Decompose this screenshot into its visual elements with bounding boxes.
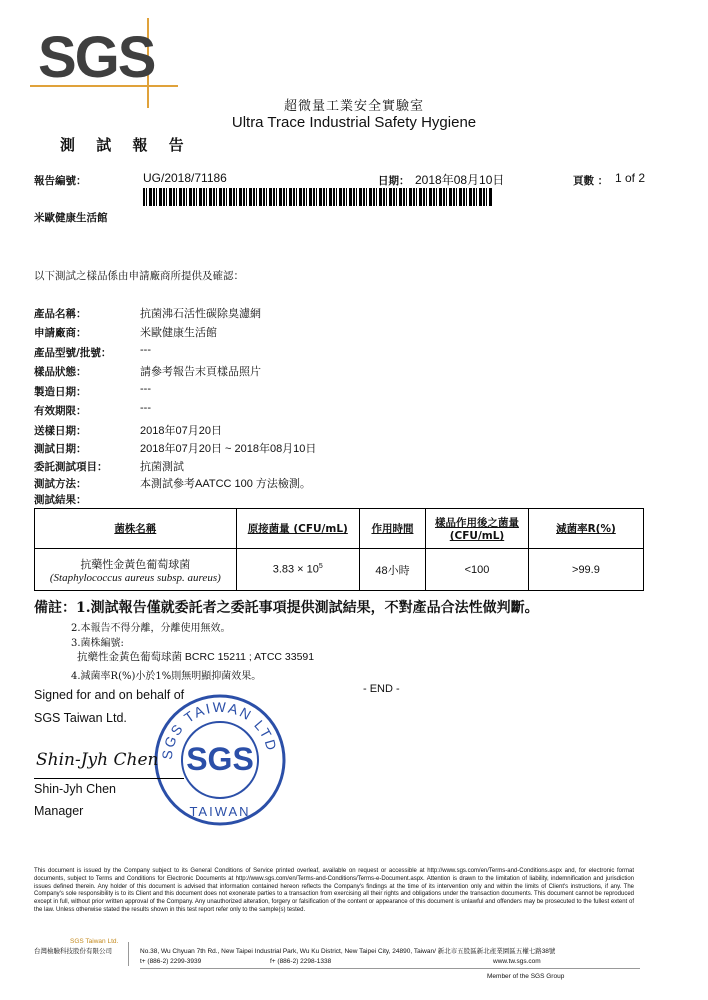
note-1: 備註：1.測試報告僅就委託者之委託事項提供測試結果，不對產品合法性做判斷。 [34, 600, 539, 616]
barcode [143, 188, 493, 206]
signer-name: Shin-Jyh Chen [34, 782, 116, 796]
field-value: 本測試參考AATCC 100 方法檢測。 [140, 478, 311, 490]
report-title: 測 試 報 告 [60, 136, 192, 154]
note-3-strain: 抗藥性金黃色葡萄球菌 BCRC 15211 ; ATCC 33591 [77, 651, 315, 663]
footer-address: No.38, Wu Chyuan 7th Rd., New Taipei Industrial Park, Wu Ku District, New Taipei City, 24890, Taiwan/ 新北市五股區新北產業園區五權七路38號 [140, 948, 556, 955]
field-value: 抗菌測試 [140, 461, 184, 473]
footer-member: Member of the SGS Group [487, 973, 565, 980]
header-time: 作用時間 [359, 509, 425, 549]
field-label: 申請廠商： [34, 327, 87, 339]
field-value: --- [140, 402, 151, 414]
legal-disclaimer: This document is issued by the Company subject to its General Conditions of Service printed overleaf, available on request or accessible at http://www.sgs.com/en/Terms-and-Conditions.aspx and, for electronic format documents, subject to Terms and Conditions for Electronic Documents at http://www.sgs.com/en/Terms-and-Conditions/Terms-e-Document.aspx. Attention is drawn to the limitation of liability, indemnification and jurisdiction issues defined therein. Any holder of this document is advised that information contained hereon reflects the Company's findings at the time of its intervention only and within the limits of Client's instructions, if any. The Company's sole responsibility is to its Client and this document does not exonerate parties to a transaction from exercising all their rights and obligations under the transaction documents. This document cannot be reproduced except in full, without prior written approval of the Company. Any unauthorized alteration, forgery or falsification of the content or appearance of this document is unlawful and offenders may be prosecuted to the fullest extent of the law. Unless otherwise stated the results shown in this test report refer only to the sample(s) tested. [34, 868, 634, 913]
field-label: 製造日期： [34, 386, 87, 398]
seal-top-text: SGS TAIWAN LTD [158, 698, 281, 761]
cell-after: <100 [426, 549, 529, 591]
report-date: 2018年08月10日 [415, 173, 505, 187]
results-table [34, 508, 644, 591]
header-inoculum: 原接菌量 (CFU/mL) [236, 509, 359, 549]
table-row [35, 549, 644, 591]
field-label: 有效期限： [34, 405, 87, 417]
field-label: 樣品狀態： [34, 366, 87, 378]
logo-text: SGS [38, 25, 155, 90]
intro-text: 以下測試之樣品係由申請廠商所提供及確認： [34, 270, 244, 282]
signed-for: Signed for and on behalf of [34, 688, 185, 702]
seal-graphic [150, 690, 290, 830]
end-marker: - END - [363, 683, 400, 695]
footer-fax: f+ (886-2) 2298-1338 [270, 958, 332, 965]
note-3: 3.菌株編號: [71, 638, 124, 649]
strain-en: (Staphylococcus aureus subsp. aureus) [49, 571, 221, 584]
note-2: 2.本報告不得分離，分離使用無效。 [71, 623, 231, 634]
lab-title-zh: 超微量工業安全實驗室 [283, 99, 424, 114]
header-reduction: 減菌率R(%) [528, 509, 643, 549]
field-value: 2018年07月20日 [140, 425, 222, 437]
date-label: 日期： [378, 175, 410, 187]
field-label: 測試結果： [34, 494, 87, 506]
field-label: 產品型號/批號： [34, 347, 112, 359]
signer-title: Manager [34, 804, 84, 818]
field-label: 測試方法： [34, 478, 87, 490]
field-label: 產品名稱： [34, 308, 87, 320]
inoculum-exponent: 5 [318, 563, 323, 571]
header-after: 樣品作用後之菌量(CFU/mL) [426, 509, 529, 549]
seal-bottom-text: TAIWAN [189, 804, 251, 819]
footer-company-zh: 台灣檢驗科技股份有限公司 [34, 948, 112, 955]
field-value: 米歐健康生活館 [140, 327, 217, 339]
footer-tel: t+ (886-2) 2299-3939 [140, 958, 202, 965]
signature-line [34, 778, 184, 779]
report-no-label: 報告編號： [34, 175, 87, 187]
seal-center-text: SGS [186, 741, 254, 777]
note-4: 4.減菌率R(%)小於1%則無明顯抑菌效果。 [71, 671, 262, 682]
field-label: 送樣日期： [34, 425, 87, 437]
footer-rule [140, 968, 640, 969]
field-value: --- [140, 383, 151, 395]
signature-script: Shin-Jyh Chen [36, 750, 159, 770]
lab-title-en: Ultra Trace Industrial Safety Hygiene [231, 114, 477, 131]
page-number: 1 of 2 [615, 171, 646, 185]
report-no: UG/2018/71186 [143, 171, 227, 185]
company-name: SGS Taiwan Ltd. [34, 711, 127, 725]
field-value: 2018年07月20日 ~ 2018年08月10日 [140, 443, 317, 455]
footer-divider [128, 942, 129, 966]
company-seal [150, 690, 290, 830]
cell-strain [35, 549, 237, 591]
footer-company-en: SGS Taiwan Ltd. [70, 938, 119, 945]
footer-website: www.tw.sgs.com [493, 958, 541, 965]
field-value: 抗菌沸石活性碳除臭濾網 [140, 308, 261, 320]
cell-time: 48小時 [359, 549, 425, 591]
table-header-row [35, 509, 644, 549]
cell-inoculum [236, 549, 359, 591]
field-value: 請參考報告末頁樣品照片 [140, 366, 261, 378]
page-label: 頁數 ： [573, 175, 609, 187]
field-value: --- [140, 344, 151, 356]
field-label: 測試日期： [34, 443, 87, 455]
strain-zh: 抗藥性金黃色葡萄球菌 [80, 557, 191, 571]
client-name: 米歐健康生活館 [34, 212, 108, 224]
field-label: 委託測試項目： [34, 461, 108, 473]
header-strain: 菌株名稱 [35, 509, 237, 549]
inoculum-value: 3.83 × 10 [272, 563, 319, 576]
cell-reduction: >99.9 [528, 549, 643, 591]
